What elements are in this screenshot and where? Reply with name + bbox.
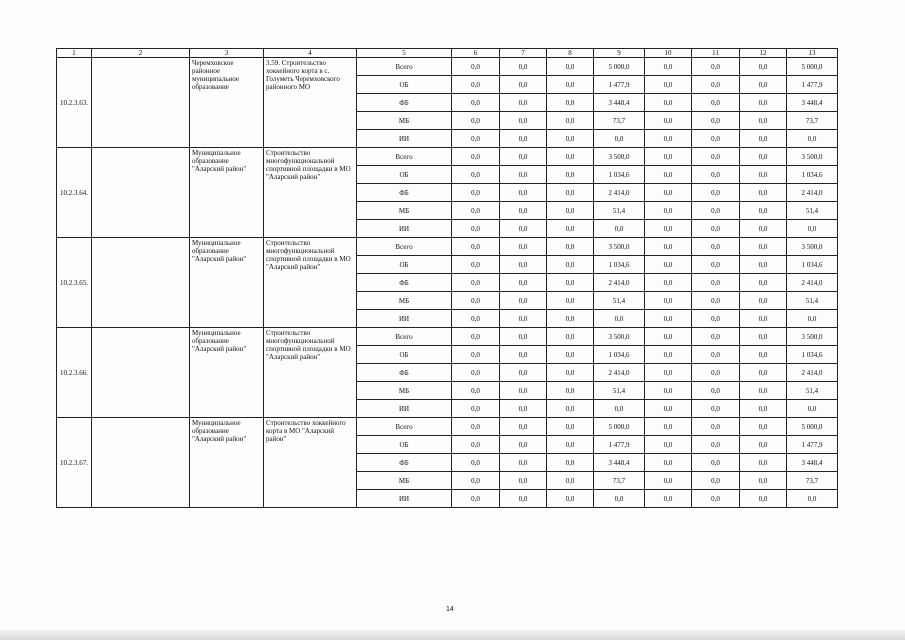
amount-cell: 0,0 xyxy=(740,436,787,454)
amount-cell: 0,0 xyxy=(692,130,740,148)
amount-cell: 1 034,6 xyxy=(787,346,838,364)
amount-cell: 0,0 xyxy=(452,274,500,292)
amount-cell: 0,0 xyxy=(500,364,547,382)
amount-cell: 0,0 xyxy=(645,130,692,148)
amount-cell: 0,0 xyxy=(740,94,787,112)
amount-cell: 3 500,0 xyxy=(594,148,645,166)
amount-cell: 0,0 xyxy=(692,76,740,94)
amount-cell: 0,0 xyxy=(740,400,787,418)
amount-cell: 0,0 xyxy=(692,94,740,112)
amount-cell: 0,0 xyxy=(740,202,787,220)
amount-cell: 0,0 xyxy=(692,436,740,454)
item-code: 10.2.3.66. xyxy=(57,328,92,418)
amount-cell: 3 448,4 xyxy=(787,94,838,112)
column-number-cell: 13 xyxy=(787,49,838,58)
amount-cell: 0,0 xyxy=(692,184,740,202)
amount-cell: 73,7 xyxy=(787,472,838,490)
amount-cell: 0,0 xyxy=(452,328,500,346)
amount-cell: 0,0 xyxy=(500,346,547,364)
funding-source: ИИ xyxy=(357,490,452,508)
amount-cell: 3 500,0 xyxy=(594,238,645,256)
amount-cell: 51,4 xyxy=(787,202,838,220)
amount-cell: 0,0 xyxy=(740,184,787,202)
funding-source: ИИ xyxy=(357,310,452,328)
amount-cell: 0,0 xyxy=(787,310,838,328)
amount-cell: 0,0 xyxy=(645,202,692,220)
amount-cell: 0,0 xyxy=(645,94,692,112)
funding-source: Всего xyxy=(357,58,452,76)
amount-cell: 0,0 xyxy=(452,202,500,220)
item-code: 10.2.3.63. xyxy=(57,58,92,148)
amount-cell: 0,0 xyxy=(547,238,594,256)
amount-cell: 0,0 xyxy=(547,400,594,418)
amount-cell: 0,0 xyxy=(452,418,500,436)
amount-cell: 0,0 xyxy=(645,418,692,436)
amount-cell: 0,0 xyxy=(452,184,500,202)
table-row xyxy=(57,418,838,436)
table-row xyxy=(57,238,838,256)
table-row xyxy=(57,58,838,76)
amount-cell: 0,0 xyxy=(452,76,500,94)
amount-cell: 2 414,0 xyxy=(787,184,838,202)
amount-cell: 0,0 xyxy=(500,472,547,490)
amount-cell: 1 477,9 xyxy=(594,76,645,94)
funding-source: МБ xyxy=(357,112,452,130)
amount-cell: 0,0 xyxy=(500,148,547,166)
amount-cell: 0,0 xyxy=(692,400,740,418)
amount-cell: 0,0 xyxy=(500,400,547,418)
amount-cell: 0,0 xyxy=(645,490,692,508)
amount-cell: 0,0 xyxy=(547,274,594,292)
amount-cell: 0,0 xyxy=(740,76,787,94)
funding-source: ОБ xyxy=(357,166,452,184)
amount-cell: 0,0 xyxy=(547,418,594,436)
amount-cell: 0,0 xyxy=(692,166,740,184)
amount-cell: 0,0 xyxy=(740,328,787,346)
amount-cell: 0,0 xyxy=(740,472,787,490)
amount-cell: 0,0 xyxy=(500,238,547,256)
funding-source: ИИ xyxy=(357,220,452,238)
amount-cell: 0,0 xyxy=(692,292,740,310)
event-name: Строительство многофункциональной спортивной площадки в МО "Аларский район" xyxy=(264,148,357,238)
amount-cell: 0,0 xyxy=(645,382,692,400)
executor-name: Муниципальное образование "Аларский район" xyxy=(190,238,264,328)
funding-source: ФБ xyxy=(357,364,452,382)
funding-source: ФБ xyxy=(357,184,452,202)
amount-cell: 0,0 xyxy=(547,94,594,112)
amount-cell: 0,0 xyxy=(740,310,787,328)
column-number-cell: 5 xyxy=(357,49,452,58)
empty-cell xyxy=(92,148,190,238)
amount-cell: 0,0 xyxy=(547,328,594,346)
amount-cell: 0,0 xyxy=(692,238,740,256)
amount-cell: 0,0 xyxy=(500,274,547,292)
table-body xyxy=(57,49,838,508)
executor-name: Муниципальное образование "Аларский район" xyxy=(190,148,264,238)
amount-cell: 0,0 xyxy=(740,454,787,472)
amount-cell: 0,0 xyxy=(645,112,692,130)
amount-cell: 0,0 xyxy=(547,454,594,472)
amount-cell: 0,0 xyxy=(452,472,500,490)
amount-cell: 0,0 xyxy=(740,58,787,76)
column-number-cell: 4 xyxy=(264,49,357,58)
amount-cell: 0,0 xyxy=(547,202,594,220)
amount-cell: 0,0 xyxy=(740,418,787,436)
amount-cell: 1 477,9 xyxy=(787,76,838,94)
column-number-cell: 1 xyxy=(57,49,92,58)
amount-cell: 0,0 xyxy=(547,166,594,184)
funding-source: ОБ xyxy=(357,256,452,274)
amount-cell: 0,0 xyxy=(645,76,692,94)
amount-cell: 2 414,0 xyxy=(594,364,645,382)
amount-cell: 0,0 xyxy=(547,220,594,238)
amount-cell: 1 034,6 xyxy=(594,346,645,364)
item-code: 10.2.3.65. xyxy=(57,238,92,328)
amount-cell: 0,0 xyxy=(645,220,692,238)
amount-cell: 0,0 xyxy=(692,274,740,292)
amount-cell: 0,0 xyxy=(500,328,547,346)
amount-cell: 0,0 xyxy=(452,256,500,274)
amount-cell: 1 477,9 xyxy=(594,436,645,454)
amount-cell: 51,4 xyxy=(594,202,645,220)
amount-cell: 73,7 xyxy=(787,112,838,130)
funding-source: Всего xyxy=(357,418,452,436)
amount-cell: 0,0 xyxy=(740,112,787,130)
amount-cell: 73,7 xyxy=(594,112,645,130)
amount-cell: 0,0 xyxy=(645,274,692,292)
amount-cell: 73,7 xyxy=(594,472,645,490)
amount-cell: 0,0 xyxy=(645,346,692,364)
amount-cell: 0,0 xyxy=(500,166,547,184)
amount-cell: 0,0 xyxy=(645,238,692,256)
amount-cell: 1 477,9 xyxy=(787,436,838,454)
amount-cell: 0,0 xyxy=(500,310,547,328)
amount-cell: 3 500,0 xyxy=(787,148,838,166)
amount-cell: 0,0 xyxy=(645,454,692,472)
amount-cell: 0,0 xyxy=(645,400,692,418)
amount-cell: 0,0 xyxy=(740,220,787,238)
amount-cell: 0,0 xyxy=(500,76,547,94)
amount-cell: 0,0 xyxy=(645,310,692,328)
amount-cell: 0,0 xyxy=(645,148,692,166)
amount-cell: 0,0 xyxy=(547,382,594,400)
funding-source: Всего xyxy=(357,328,452,346)
amount-cell: 0,0 xyxy=(692,418,740,436)
amount-cell: 0,0 xyxy=(594,220,645,238)
amount-cell: 0,0 xyxy=(452,346,500,364)
amount-cell: 0,0 xyxy=(692,454,740,472)
amount-cell: 51,4 xyxy=(594,292,645,310)
amount-cell: 0,0 xyxy=(452,364,500,382)
amount-cell: 0,0 xyxy=(547,364,594,382)
column-number-cell: 9 xyxy=(594,49,645,58)
amount-cell: 0,0 xyxy=(594,490,645,508)
amount-cell: 0,0 xyxy=(500,382,547,400)
amount-cell: 0,0 xyxy=(452,94,500,112)
amount-cell: 2 414,0 xyxy=(594,184,645,202)
amount-cell: 0,0 xyxy=(547,310,594,328)
amount-cell: 0,0 xyxy=(645,472,692,490)
amount-cell: 1 034,6 xyxy=(594,166,645,184)
amount-cell: 0,0 xyxy=(500,58,547,76)
executor-name: Муниципальное образование "Аларский район" xyxy=(190,418,264,508)
amount-cell: 0,0 xyxy=(692,490,740,508)
amount-cell: 0,0 xyxy=(740,148,787,166)
amount-cell: 0,0 xyxy=(692,382,740,400)
amount-cell: 0,0 xyxy=(500,454,547,472)
event-name: Строительство хоккейного корта в МО "Аларский район" xyxy=(264,418,357,508)
amount-cell: 0,0 xyxy=(692,346,740,364)
funding-source: Всего xyxy=(357,238,452,256)
funding-source: Всего xyxy=(357,148,452,166)
amount-cell: 0,0 xyxy=(645,184,692,202)
amount-cell: 1 034,6 xyxy=(594,256,645,274)
amount-cell: 0,0 xyxy=(452,130,500,148)
amount-cell: 0,0 xyxy=(787,220,838,238)
amount-cell: 2 414,0 xyxy=(787,274,838,292)
funding-source: ОБ xyxy=(357,346,452,364)
amount-cell: 5 000,0 xyxy=(787,58,838,76)
empty-cell xyxy=(92,58,190,148)
funding-source: МБ xyxy=(357,202,452,220)
executor-name: Муниципальное образование "Аларский район" xyxy=(190,328,264,418)
amount-cell: 0,0 xyxy=(500,94,547,112)
amount-cell: 0,0 xyxy=(452,454,500,472)
amount-cell: 0,0 xyxy=(547,130,594,148)
amount-cell: 0,0 xyxy=(692,112,740,130)
funding-source: ИИ xyxy=(357,130,452,148)
amount-cell: 0,0 xyxy=(645,166,692,184)
amount-cell: 0,0 xyxy=(500,220,547,238)
budget-table xyxy=(56,48,838,508)
amount-cell: 0,0 xyxy=(692,256,740,274)
amount-cell: 0,0 xyxy=(787,400,838,418)
amount-cell: 0,0 xyxy=(645,328,692,346)
amount-cell: 3 500,0 xyxy=(787,328,838,346)
amount-cell: 0,0 xyxy=(740,130,787,148)
funding-source: МБ xyxy=(357,472,452,490)
amount-cell: 0,0 xyxy=(692,328,740,346)
amount-cell: 0,0 xyxy=(740,346,787,364)
amount-cell: 0,0 xyxy=(787,490,838,508)
amount-cell: 2 414,0 xyxy=(594,274,645,292)
amount-cell: 0,0 xyxy=(692,148,740,166)
amount-cell: 0,0 xyxy=(500,184,547,202)
amount-cell: 0,0 xyxy=(452,166,500,184)
event-name: Строительство многофункциональной спортивной площадки в МО "Аларский район" xyxy=(264,328,357,418)
amount-cell: 3 500,0 xyxy=(787,238,838,256)
amount-cell: 0,0 xyxy=(594,130,645,148)
amount-cell: 5 000,0 xyxy=(594,418,645,436)
column-number-cell: 7 xyxy=(500,49,547,58)
amount-cell: 0,0 xyxy=(547,148,594,166)
funding-source: ФБ xyxy=(357,454,452,472)
amount-cell: 0,0 xyxy=(787,130,838,148)
funding-source: МБ xyxy=(357,382,452,400)
column-number-cell: 6 xyxy=(452,49,500,58)
amount-cell: 0,0 xyxy=(692,220,740,238)
amount-cell: 51,4 xyxy=(787,292,838,310)
empty-cell xyxy=(92,238,190,328)
amount-cell: 0,0 xyxy=(452,58,500,76)
column-number-cell: 11 xyxy=(692,49,740,58)
funding-source: ОБ xyxy=(357,76,452,94)
page-number: 14 xyxy=(446,606,454,613)
amount-cell: 3 448,4 xyxy=(787,454,838,472)
amount-cell: 51,4 xyxy=(594,382,645,400)
amount-cell: 0,0 xyxy=(547,436,594,454)
amount-cell: 0,0 xyxy=(547,112,594,130)
amount-cell: 0,0 xyxy=(452,220,500,238)
amount-cell: 1 034,6 xyxy=(787,256,838,274)
amount-cell: 0,0 xyxy=(452,238,500,256)
amount-cell: 0,0 xyxy=(547,472,594,490)
column-number-cell: 3 xyxy=(190,49,264,58)
item-code: 10.2.3.64. xyxy=(57,148,92,238)
amount-cell: 0,0 xyxy=(452,112,500,130)
amount-cell: 0,0 xyxy=(500,130,547,148)
funding-source: ФБ xyxy=(357,274,452,292)
amount-cell: 2 414,0 xyxy=(787,364,838,382)
event-name: Строительство многофункциональной спортивной площадки в МО "Аларский район" xyxy=(264,238,357,328)
amount-cell: 0,0 xyxy=(547,292,594,310)
column-number-cell: 12 xyxy=(740,49,787,58)
funding-source: ОБ xyxy=(357,436,452,454)
amount-cell: 0,0 xyxy=(547,256,594,274)
amount-cell: 0,0 xyxy=(500,292,547,310)
amount-cell: 5 000,0 xyxy=(594,58,645,76)
column-number-cell: 8 xyxy=(547,49,594,58)
column-number-cell: 2 xyxy=(92,49,190,58)
amount-cell: 0,0 xyxy=(740,364,787,382)
amount-cell: 0,0 xyxy=(692,202,740,220)
amount-cell: 0,0 xyxy=(645,292,692,310)
item-code: 10.2.3.67. xyxy=(57,418,92,508)
amount-cell: 0,0 xyxy=(645,364,692,382)
amount-cell: 0,0 xyxy=(594,400,645,418)
amount-cell: 0,0 xyxy=(740,382,787,400)
amount-cell: 0,0 xyxy=(594,310,645,328)
amount-cell: 0,0 xyxy=(692,364,740,382)
amount-cell: 3 448,4 xyxy=(594,454,645,472)
amount-cell: 3 448,4 xyxy=(594,94,645,112)
amount-cell: 0,0 xyxy=(452,400,500,418)
amount-cell: 1 034,6 xyxy=(787,166,838,184)
amount-cell: 0,0 xyxy=(547,76,594,94)
amount-cell: 0,0 xyxy=(452,310,500,328)
amount-cell: 0,0 xyxy=(692,58,740,76)
amount-cell: 0,0 xyxy=(692,472,740,490)
amount-cell: 0,0 xyxy=(452,382,500,400)
funding-source: ИИ xyxy=(357,400,452,418)
column-number-cell: 10 xyxy=(645,49,692,58)
amount-cell: 0,0 xyxy=(500,256,547,274)
amount-cell: 0,0 xyxy=(500,490,547,508)
amount-cell: 0,0 xyxy=(547,490,594,508)
column-number-row xyxy=(57,49,838,58)
amount-cell: 0,0 xyxy=(740,166,787,184)
amount-cell: 0,0 xyxy=(452,490,500,508)
amount-cell: 0,0 xyxy=(645,58,692,76)
amount-cell: 0,0 xyxy=(645,256,692,274)
executor-name: Черемховское районное муниципальное образование xyxy=(190,58,264,148)
amount-cell: 0,0 xyxy=(740,292,787,310)
amount-cell: 0,0 xyxy=(547,346,594,364)
funding-source: ФБ xyxy=(357,94,452,112)
amount-cell: 0,0 xyxy=(547,58,594,76)
amount-cell: 0,0 xyxy=(740,256,787,274)
amount-cell: 0,0 xyxy=(740,238,787,256)
amount-cell: 0,0 xyxy=(500,418,547,436)
amount-cell: 0,0 xyxy=(500,436,547,454)
empty-cell xyxy=(92,328,190,418)
event-name: 3.59. Строительство хоккейного корта в с. Голуметь Черемховского районного МО xyxy=(264,58,357,148)
amount-cell: 0,0 xyxy=(547,184,594,202)
amount-cell: 51,4 xyxy=(787,382,838,400)
table-row xyxy=(57,328,838,346)
table-row xyxy=(57,148,838,166)
amount-cell: 0,0 xyxy=(500,112,547,130)
amount-cell: 0,0 xyxy=(740,490,787,508)
amount-cell: 5 000,0 xyxy=(787,418,838,436)
amount-cell: 0,0 xyxy=(740,274,787,292)
empty-cell xyxy=(92,418,190,508)
amount-cell: 0,0 xyxy=(645,436,692,454)
amount-cell: 0,0 xyxy=(692,310,740,328)
amount-cell: 0,0 xyxy=(500,202,547,220)
amount-cell: 0,0 xyxy=(452,436,500,454)
amount-cell: 0,0 xyxy=(452,148,500,166)
scan-edge xyxy=(0,630,905,640)
amount-cell: 0,0 xyxy=(452,292,500,310)
amount-cell: 3 500,0 xyxy=(594,328,645,346)
funding-source: МБ xyxy=(357,292,452,310)
